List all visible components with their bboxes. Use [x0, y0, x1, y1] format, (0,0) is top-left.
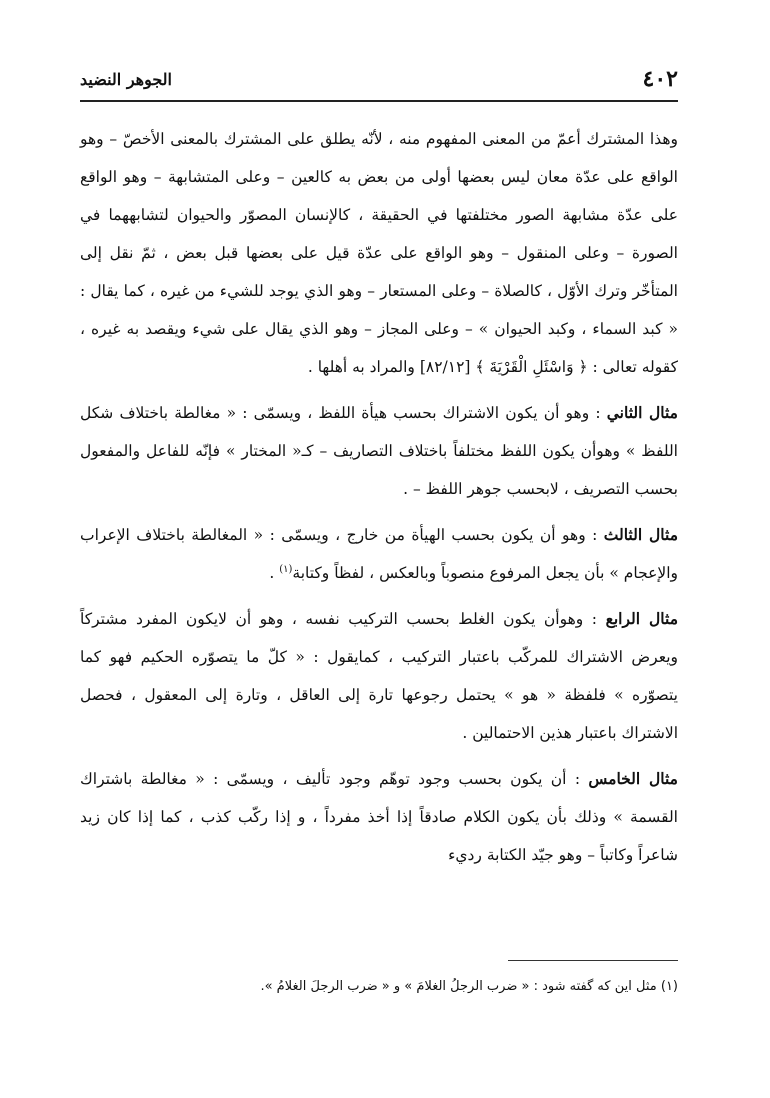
header-divider: [80, 100, 678, 102]
book-title: الجوهر النضيد: [80, 70, 172, 89]
page-number: ٤٠٢: [642, 66, 678, 92]
paragraph-heading: مثال الثاني: [606, 403, 678, 422]
page-header: [80, 66, 678, 96]
paragraph-intro: [80, 120, 678, 386]
paragraph-example-5: [80, 760, 678, 874]
paragraph-text: : وهو أن يكون الاشتراك بحسب هيأة اللفظ ، ويسمّى : « مغالطة باختلاف شكل اللفظ » وهوأن يكون اللفظ مختلفاً باختلاف التصاريف – كـ« المختار » فإنّه للفاعل والمفعول بحسب التصريف ، لابحسب جوهر اللفظ – .: [80, 404, 678, 498]
paragraph-example-4: [80, 600, 678, 752]
footnote-divider: [508, 960, 678, 961]
paragraph-tail: .: [269, 564, 280, 582]
paragraph-example-2: [80, 394, 678, 508]
footnote-reference: (١): [279, 563, 293, 575]
footnote: [80, 976, 678, 998]
paragraph-text: : وهوأن يكون الغلط بحسب التركيب نفسه ، وهو أن لايكون المفرد مشتركاً ويعرض الاشتراك للمركّب باعتبار التركيب ، كمايقول : « كلّ ما يتصوّره الحكيم فهو كما يتصوّره » فلفظة « هو » يحتمل رجوعها تارة إلى العاقل ، وتارة إلى المعقول ، فحصل الاشتراك باعتبار هذين الاحتمالين .: [80, 610, 678, 742]
paragraph-heading: مثال الرابع: [605, 609, 678, 628]
paragraph-text: : أن يكون بحسب وجود توهّم وجود تأليف ، ويسمّى : « مغالطة باشتراك القسمة » وذلك بأن يكون الكلام صادقاً إذا أخذ مفرداً ، و إذا ركّب كذب ، كما إذا كان زيد شاعراً وكاتباً – وهو جيّد الكتابة رديء: [80, 770, 678, 864]
paragraph-example-3: [80, 516, 678, 592]
footnote-number: (١): [660, 979, 678, 994]
paragraph-text: وهذا المشترك أعمّ من المعنى المفهوم منه ، لأنّه يطلق على المشترك بالمعنى الأخصّ – وهو الواقع على عدّة معان ليس بعضها أولى من بعض به كالعين – وعلى المتشابهة – وهو الواقع على عدّة مشابهة الصور مختلفتها في الحقيقة ، كالإنسان المصوّر والحيوان لتشابههما في الصورة – وعلى المنقول – وهو الواقع على عدّة قيل على بعضها قبل بعض ، ثمّ نقل إلى المتأخّر وترك الأوّل ، كالصلاة – وعلى المستعار – وهو الذي يوجد للشيء من غيره ، كما يقال : « كبد السماء ، وكبد الحيوان » – وعلى المجاز – وهو الذي يقال على شيء ويقصد به غيره ، كقوله تعالى : ﴿ وَاسْئَلِ الْقَرْيَةَ ﴾ [٨٢/١٢] والمراد به أهلها .: [80, 130, 678, 376]
footnote-text: مثل اين كه گفته شود : « ضرب الرجلُ الغلامَ » و « ضرب الرجلَ الغلامُ ».: [260, 979, 661, 994]
paragraph-heading: مثال الثالث: [603, 525, 678, 544]
paragraph-text: : وهو أن يكون بحسب الهيأة من خارج ، ويسمّى : « المغالطة باختلاف الإعراب والإعجام » بأن يجعل المرفوع منصوباً وبالعكس ، لفظاً وكتابة: [80, 526, 678, 582]
paragraph-heading: مثال الخامس: [588, 769, 678, 788]
main-text: [80, 120, 678, 882]
